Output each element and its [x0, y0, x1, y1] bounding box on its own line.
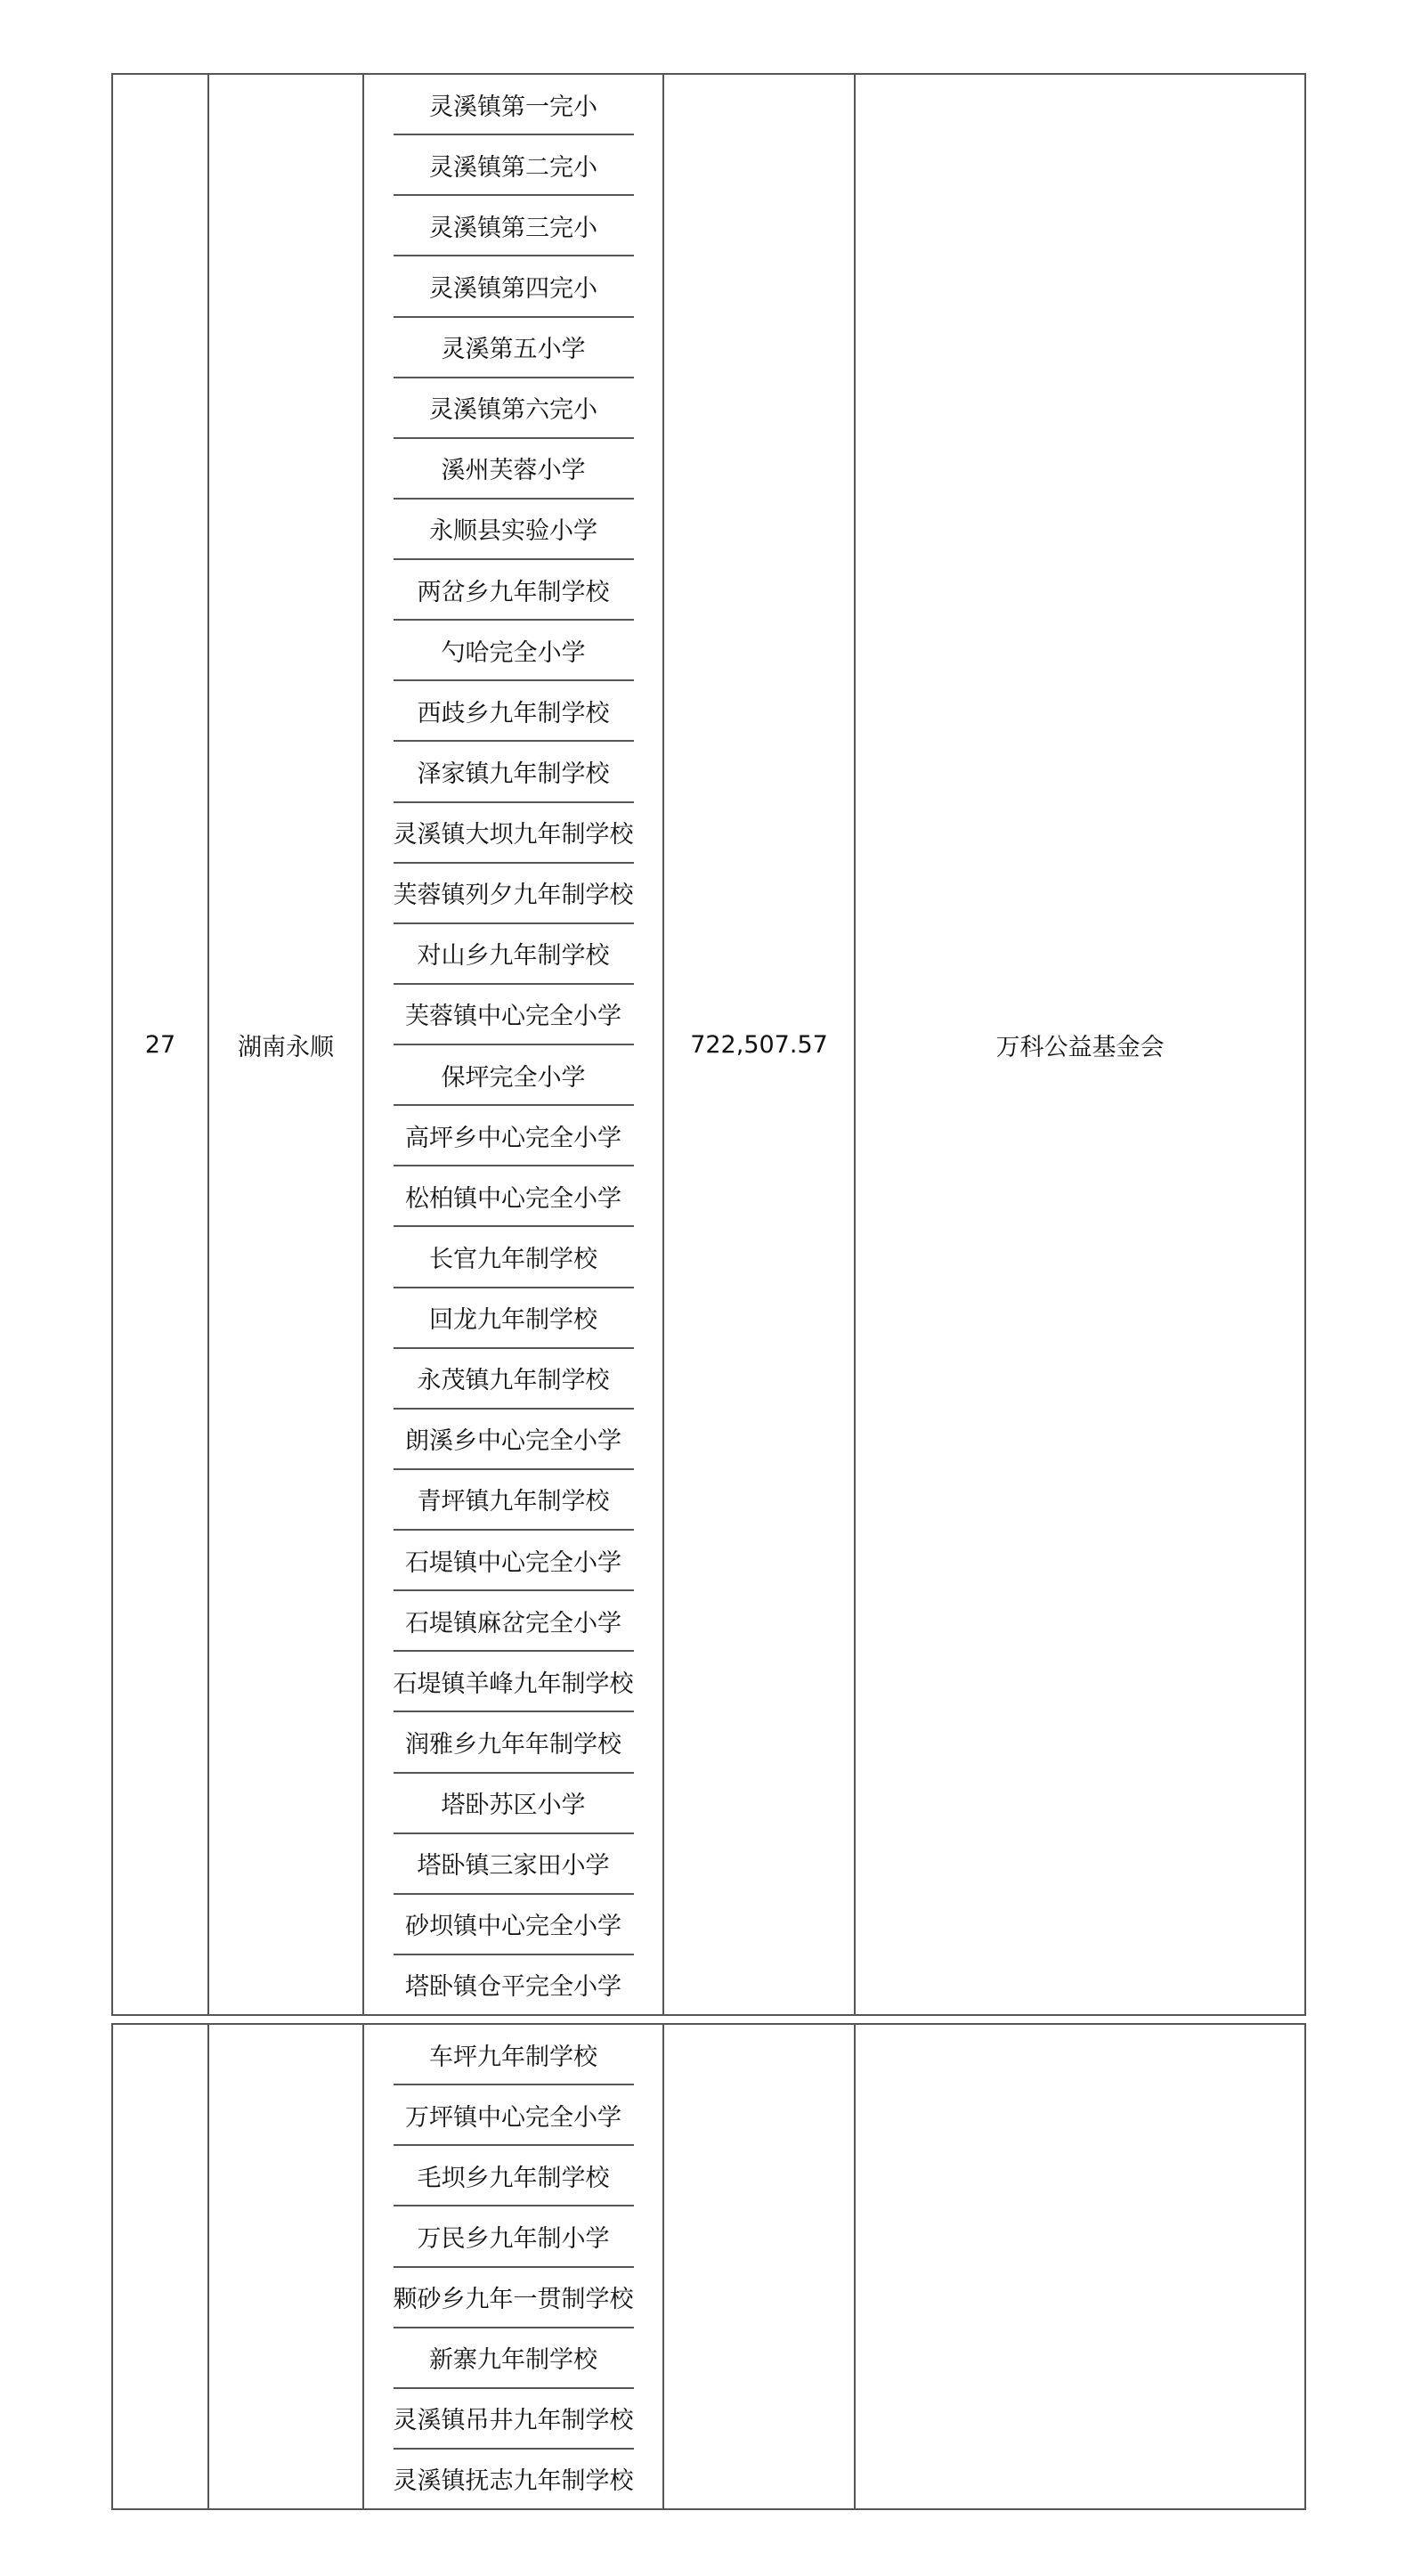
school-name-cell: 塔卧镇仓平完全小学 [405, 1973, 621, 2002]
donation-table-page1 [111, 73, 1306, 2016]
school-name-cell: 泽家镇九年制学校 [394, 742, 634, 802]
school-name-cell: 砂坝镇中心完全小学 [394, 1895, 634, 1955]
school-name-cell: 颗砂乡九年一贯制学校 [394, 2268, 634, 2328]
index-cell [113, 2025, 209, 2508]
region-name: 湖南永顺 [238, 1033, 334, 1061]
school-name-cell: 高坪乡中心完全小学 [394, 1106, 634, 1166]
donor-name: 万科公益基金会 [995, 1033, 1165, 1061]
school-name-cell: 灵溪镇吊井九年制学校 [394, 2389, 634, 2450]
school-name-cell: 灵溪镇第二完小 [394, 135, 634, 196]
school-name-cell: 毛坝乡九年制学校 [394, 2146, 634, 2206]
school-name-cell: 润雅乡九年年制学校 [394, 1712, 634, 1773]
donor-cell [856, 2025, 1304, 2508]
school-name-cell: 两岔乡九年制学校 [394, 560, 634, 621]
school-name-cell: 灵溪镇抚志九年制学校 [393, 2467, 634, 2496]
school-name-cell: 松柏镇中心完全小学 [394, 1166, 634, 1227]
school-name-cell: 灵溪镇第一完小 [394, 75, 634, 135]
region-cell [209, 75, 364, 2014]
school-name-cell: 永茂镇九年制学校 [394, 1349, 634, 1410]
donation-table-page2 [111, 2023, 1306, 2510]
school-name-cell: 新寨九年制学校 [394, 2328, 634, 2389]
school-list [394, 75, 634, 2014]
index-cell [113, 75, 209, 2014]
school-list-cell [364, 75, 664, 2014]
school-name-cell: 灵溪镇第三完小 [394, 196, 634, 256]
school-name-cell: 石堤镇羊峰九年制学校 [394, 1652, 634, 1712]
school-name-cell: 万坪镇中心完全小学 [394, 2085, 634, 2146]
school-name-cell: 塔卧苏区小学 [394, 1774, 634, 1834]
school-list [394, 2025, 634, 2508]
region-cell [209, 2025, 364, 2508]
school-name-cell: 保坪完全小学 [394, 1045, 634, 1106]
donation-amount: 722,507.57 [690, 1030, 828, 1059]
school-name-cell: 芙蓉镇列夕九年制学校 [394, 864, 634, 924]
school-name-cell: 青坪镇九年制学校 [394, 1470, 634, 1531]
amount-cell [664, 75, 856, 2014]
school-name-cell: 朗溪乡中心完全小学 [394, 1410, 634, 1470]
school-name-cell: 勺哈完全小学 [394, 621, 634, 681]
school-name-cell: 回龙九年制学校 [394, 1288, 634, 1349]
school-name-cell: 溪州芙蓉小学 [394, 439, 634, 500]
school-name-cell: 西歧乡九年制学校 [394, 681, 634, 742]
school-name-cell: 永顺县实验小学 [394, 500, 634, 560]
school-name-cell: 长官九年制学校 [394, 1227, 634, 1288]
school-name-cell: 灵溪镇大坝九年制学校 [394, 803, 634, 864]
index-number: 27 [144, 1030, 176, 1059]
school-name-cell: 灵溪第五小学 [394, 318, 634, 378]
school-name-cell: 石堤镇中心完全小学 [394, 1531, 634, 1591]
donor-cell [856, 75, 1304, 2014]
school-list-cell [364, 2025, 664, 2508]
school-name-cell: 万民乡九年制小学 [394, 2206, 634, 2267]
school-name-cell: 石堤镇麻岔完全小学 [394, 1591, 634, 1652]
school-name-cell: 芙蓉镇中心完全小学 [394, 985, 634, 1045]
school-name-cell: 灵溪镇第四完小 [394, 256, 634, 317]
school-name-cell: 灵溪镇第六完小 [394, 378, 634, 439]
school-name-cell: 对山乡九年制学校 [394, 924, 634, 985]
school-name-cell: 塔卧镇三家田小学 [394, 1834, 634, 1895]
school-name-cell: 车坪九年制学校 [394, 2025, 634, 2085]
amount-cell [664, 2025, 856, 2508]
